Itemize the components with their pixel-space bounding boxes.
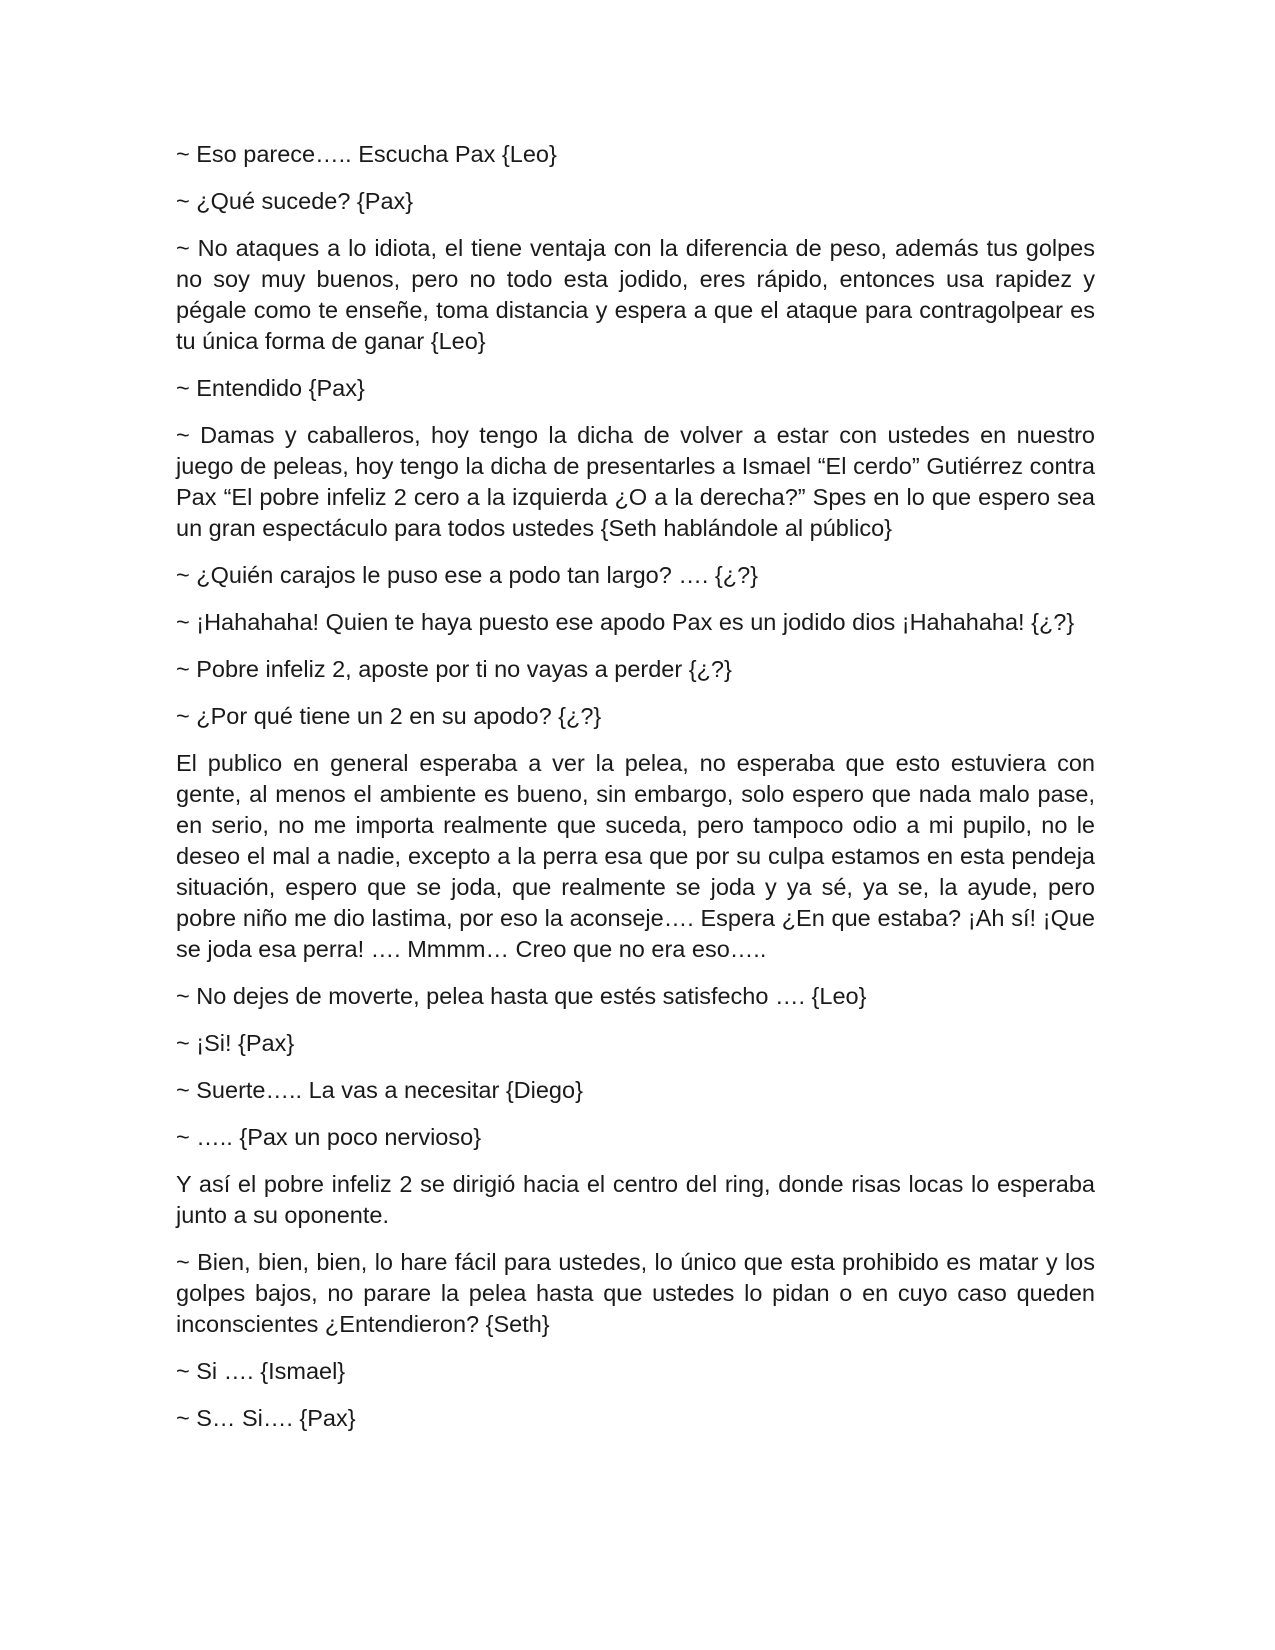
- paragraph: ~ Suerte….. La vas a necesitar {Diego}: [176, 1077, 583, 1103]
- paragraph: ~ Si …. {Ismael}: [176, 1358, 346, 1384]
- paragraph: Y así el pobre infeliz 2 se dirigió hacia el centro del ring, donde risas locas lo esperaba junto a su oponente.: [176, 1171, 1095, 1228]
- paragraph: ~ S… Si…. {Pax}: [176, 1405, 356, 1431]
- paragraph: ~ ¡Hahahaha! Quien te haya puesto ese apodo Pax es un jodido dios ¡Hahahaha! {¿?}: [176, 609, 1075, 635]
- paragraph: ~ Pobre infeliz 2, aposte por ti no vayas a perder {¿?}: [176, 656, 732, 682]
- document-page: [176, 139, 1095, 1450]
- paragraph: ~ Entendido {Pax}: [176, 375, 365, 401]
- paragraph: ~ No dejes de moverte, pelea hasta que estés satisfecho …. {Leo}: [176, 983, 867, 1009]
- paragraph: ~ ¡Si! {Pax}: [176, 1030, 295, 1056]
- paragraph: ~ Bien, bien, bien, lo hare fácil para ustedes, lo único que esta prohibido es matar y los golpes bajos, no parare la pelea hasta que ustedes lo pidan o en cuyo caso queden inconscientes ¿Entendieron? {Seth}: [176, 1249, 1095, 1337]
- paragraph: ~ ¿Qué sucede? {Pax}: [176, 188, 414, 214]
- paragraph: ~ ….. {Pax un poco nervioso}: [176, 1124, 482, 1150]
- paragraph: ~ Damas y caballeros, hoy tengo la dicha de volver a estar con ustedes en nuestro juego de peleas, hoy tengo la dicha de presentarles a Ismael “El cerdo” Gutiérrez contra Pax “El pobre infeliz 2 cero a la izquierda ¿O a la derecha?” Spes en lo que espero sea un gran espectáculo para todos ustedes {Seth hablándole al público}: [176, 422, 1095, 541]
- paragraph: ~ No ataques a lo idiota, el tiene ventaja con la diferencia de peso, además tus golpes no soy muy buenos, pero no todo esta jodido, eres rápido, entonces usa rapidez y pégale como te enseñe, toma distancia y espera a que el ataque para contragolpear es tu única forma de ganar {Leo}: [176, 235, 1095, 354]
- paragraph: ~ ¿Por qué tiene un 2 en su apodo? {¿?}: [176, 703, 602, 729]
- paragraph: ~ Eso parece….. Escucha Pax {Leo}: [176, 141, 557, 167]
- paragraph: El publico en general esperaba a ver la pelea, no esperaba que esto estuviera con gente, al menos el ambiente es bueno, sin embargo, solo espero que nada malo pase, en serio, no me importa realmente que suceda, pero tampoco odio a mi pupilo, no le deseo el mal a nadie, excepto a la perra esa que por su culpa estamos en esta pendeja situación, espero que se joda, que realmente se joda y ya sé, ya se, la ayude, pero pobre niño me dio lastima, por eso la aconseje…. Espera ¿En que estaba? ¡Ah sí! ¡Que se joda esa perra! …. Mmmm… Creo que no era eso…..: [176, 750, 1095, 962]
- paragraph: ~ ¿Quién carajos le puso ese a podo tan largo? …. {¿?}: [176, 562, 758, 588]
